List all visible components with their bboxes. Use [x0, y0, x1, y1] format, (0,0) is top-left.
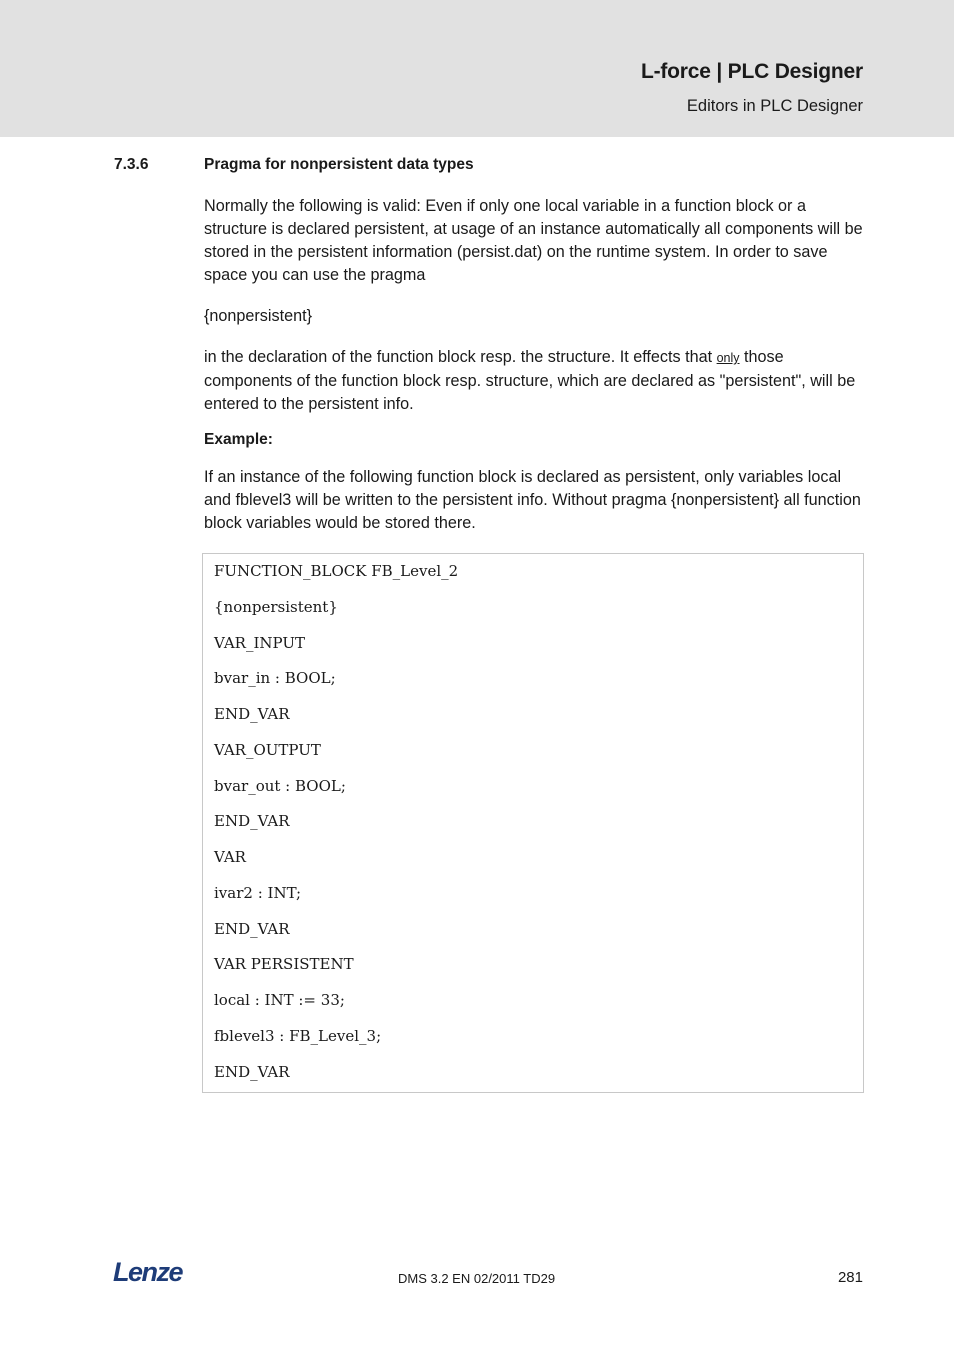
- section-number: 7.3.6: [114, 156, 149, 173]
- code-line: END_VAR: [214, 920, 290, 938]
- code-line: local : INT := 33;: [214, 991, 345, 1009]
- intro-paragraph: Normally the following is valid: Even if only one local variable in a function block or a structure is declared persistent, at usage of an instance automatically all components will be stored in the persistent information (persist.dat) on the runtime system. In order to save space you can use the pragma: [204, 197, 863, 284]
- code-line: END_VAR: [214, 705, 290, 723]
- example-paragraph: If an instance of the following function block is declared as persistent, only variables local and fblevel3 will be written to the persistent info. Without pragma {nonpersistent} all function block variables would be stored there.: [204, 468, 861, 532]
- effect-paragraph: [204, 346, 864, 416]
- chapter-title: Editors in PLC Designer: [686, 97, 863, 115]
- effect-text-after: those components of the function block resp. structure, which are declared as "persistent", will be entered to the persistent info.: [204, 348, 856, 413]
- code-line: ivar2 : INT;: [214, 884, 302, 902]
- section-title: Pragma for nonpersistent data types: [204, 156, 474, 173]
- code-line: VAR PERSISTENT: [214, 955, 354, 973]
- example-label: Example:: [204, 431, 273, 448]
- code-line: FUNCTION_BLOCK FB_Level_2: [214, 562, 459, 580]
- lenze-logo: Lenze: [113, 1257, 183, 1287]
- code-line: fblevel3 : FB_Level_3;: [214, 1027, 382, 1045]
- code-line: bvar_in : BOOL;: [214, 669, 336, 687]
- product-title: L-force | PLC Designer: [640, 60, 863, 83]
- pragma-paragraph: {nonpersistent}: [204, 307, 313, 325]
- code-line: END_VAR: [214, 1063, 290, 1081]
- code-line: VAR_OUTPUT: [214, 741, 321, 759]
- code-line: END_VAR: [214, 812, 290, 830]
- effect-emphasis: only: [716, 351, 740, 365]
- document-id: DMS 3.2 EN 02/2011 TD29: [398, 1271, 556, 1286]
- page-number: 281: [837, 1269, 863, 1286]
- code-line: VAR: [214, 848, 246, 866]
- code-line: bvar_out : BOOL;: [214, 777, 346, 795]
- effect-text-before: in the declaration of the function block resp. the structure. It effects that: [204, 348, 717, 366]
- code-line: VAR_INPUT: [214, 634, 305, 652]
- code-line: {nonpersistent}: [214, 598, 338, 616]
- code-listing: [202, 553, 864, 1093]
